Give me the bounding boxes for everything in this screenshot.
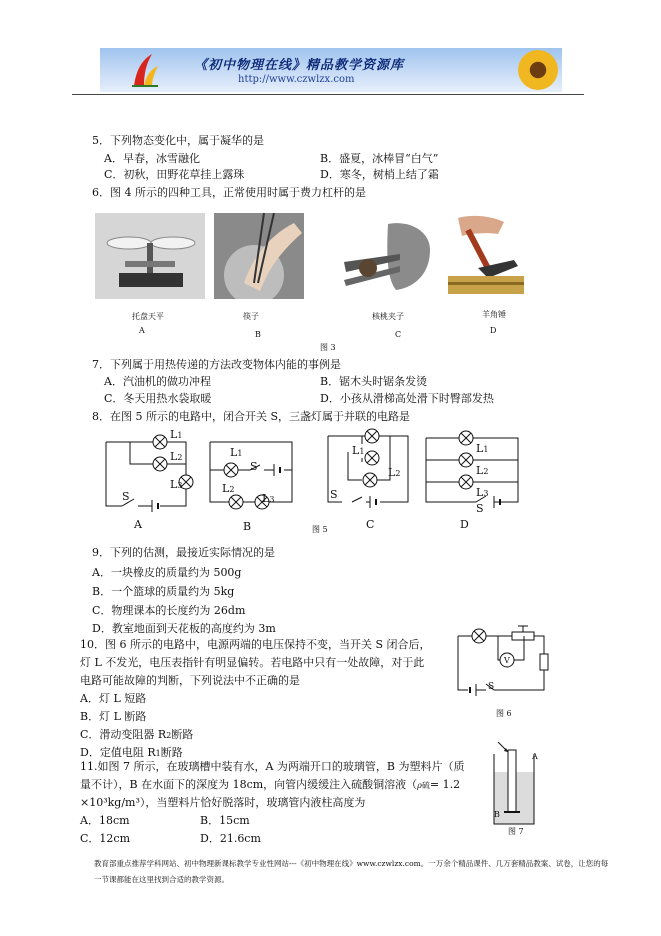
- q9-stem: 9．下列的估测，最接近实际情况的是: [92, 546, 275, 559]
- q5-option-c: C．初秋，田野花草挂上露珠: [104, 168, 245, 181]
- q9-option-b: B．一个篮球的质量约为 5kg: [92, 585, 235, 598]
- q7-option-b: B．锯木头时锯条发烫: [320, 375, 428, 388]
- circuit-d-l2-sub: 2: [483, 467, 489, 476]
- q11-line-2-end: = 1.2: [429, 778, 461, 791]
- claw-hammer-photo: [448, 212, 524, 300]
- circuit-d-l1-sub: 1: [483, 445, 489, 454]
- q11-line-3: ×10³kg/m³），当塑料片恰好脱落时，玻璃管内液柱高度为: [80, 796, 366, 809]
- q7-stem: 7．下列属于用热传递的方法改变物体内能的事例是: [92, 358, 341, 371]
- banner-url[interactable]: http://www.czwlzx.com: [238, 74, 355, 85]
- nutcracker-photo: [338, 220, 434, 298]
- fig7-label-a: A: [532, 752, 538, 761]
- q6-stem: 6．图 4 所示的四种工具，正常使用时属于费力杠杆的是: [92, 186, 366, 199]
- q9-option-d: D．教室地面到天花板的高度约为 3m: [92, 622, 276, 635]
- voltmeter-label: V: [504, 656, 510, 665]
- q11-option-c: C．12cm: [80, 832, 131, 845]
- q11-line-2: 量不计），B 在水面下的深度为 18cm，向管内缓缓注入硫酸铜溶液（: [80, 778, 418, 791]
- q10-option-c-sub: 2: [166, 731, 172, 740]
- circuit-b-l3-label: L: [262, 492, 270, 505]
- q10-line-1: 10．图 6 所示的电路中，电源两端的电压保持不变，当开关 S 闭合后，: [80, 638, 431, 651]
- figure-6-circuit: [452, 624, 552, 700]
- header-rule: [72, 94, 584, 95]
- tool-name-c: 核桃夹子: [372, 312, 404, 321]
- q9-option-c: C．物理课本的长度约为 26dm: [92, 604, 246, 617]
- tool-name-a: 托盘天平: [132, 312, 164, 321]
- q11-line-1: 11.如图 7 所示，在玻璃槽中装有水，A 为两端开口的玻璃管，B 为塑料片（质: [80, 760, 465, 773]
- circuit-b-l3-sub: 3: [269, 495, 275, 504]
- q11-option-b: B．15cm: [200, 814, 250, 827]
- sunflower-icon: [518, 50, 558, 90]
- q10-option-d-post: 断路: [160, 746, 183, 759]
- circuit-d-l3-sub: 3: [483, 489, 489, 498]
- circuit-a-l2-label: L: [170, 450, 178, 463]
- circuit-d-l3-label: L: [476, 486, 484, 499]
- circuit-a-switch-label: S: [122, 490, 130, 503]
- q10-option-a: A．灯 L 短路: [80, 692, 147, 705]
- circuit-b: [206, 432, 298, 516]
- fig7-label-b: B: [494, 810, 500, 819]
- circuit-b-letter: B: [243, 520, 252, 533]
- figure-5-caption: 图 5: [312, 525, 328, 534]
- circuit-a-l2-sub: 2: [177, 453, 183, 462]
- q11-rho: ρ: [417, 781, 422, 790]
- circuit-c-letter: C: [366, 518, 375, 531]
- logo-icon: [130, 52, 160, 88]
- q10-line-3: 电路可能故障的判断，下列说法中不正确的是: [80, 674, 300, 687]
- figure-7-caption: 图 7: [508, 827, 524, 836]
- q10-option-c-post: 断路: [171, 728, 194, 741]
- q8-stem: 8．在图 5 所示的电路中，闭合开关 S，三盏灯属于并联的电路是: [92, 410, 411, 423]
- circuit-b-switch-label: S: [250, 460, 258, 473]
- tool-letter-a: A: [139, 326, 145, 335]
- circuit-d: [422, 428, 524, 518]
- figure-3-caption: 图 3: [320, 343, 336, 352]
- circuit-d-switch-label: S: [476, 502, 484, 515]
- circuit-a-letter: A: [134, 518, 142, 531]
- tool-letter-b: B: [255, 330, 261, 339]
- q7-option-c: C．冬天用热水袋取暖: [104, 392, 212, 405]
- q5-stem: 5．下列物态变化中，属于凝华的是: [92, 134, 264, 147]
- balance-photo: [95, 213, 205, 299]
- circuit-c-l2-sub: 2: [395, 469, 401, 478]
- circuit-b-l1-label: L: [230, 446, 238, 459]
- q10-option-b: B．灯 L 断路: [80, 710, 147, 723]
- q7-option-a: A．汽油机的做功冲程: [104, 375, 211, 388]
- q11-option-d: D．21.6cm: [200, 832, 261, 845]
- banner-title: 《初中物理在线》精品教学资源库: [194, 58, 405, 73]
- circuit-b-l2-label: L: [222, 482, 230, 495]
- header-banner: [100, 48, 562, 92]
- q5-option-a: A．早春，冰雪融化: [104, 152, 200, 165]
- circuit-b-l1-sub: 1: [237, 449, 243, 458]
- q10-option-c-text: C．滑动变阻器 R: [80, 728, 167, 741]
- circuit-c-l1-label: L: [352, 444, 360, 457]
- tool-letter-c: C: [395, 330, 402, 339]
- circuit-d-l2-label: L: [476, 464, 484, 477]
- figure-6-caption: 图 6: [496, 709, 512, 718]
- circuit-a-l3-label: L: [170, 478, 178, 491]
- circuit-a-l1-sub: 1: [177, 431, 183, 440]
- q7-option-d: D．小孩从滑梯高处滑下时臀部发热: [320, 392, 494, 405]
- circuit-a-l3-sub: 3: [177, 481, 183, 490]
- circuit-d-l1-label: L: [476, 442, 484, 455]
- q5-option-b: B．盛夏，冰棒冒“白气”: [320, 152, 439, 165]
- page-footer: 教育部重点推荐学科网站、初中物理新课标教学专业性网站---《初中物理在线》www.czwlzx.com。一万余个精品课件、几万套精品教案、试卷，让您的每一节课都能在这里找到合适的教学资源。: [94, 859, 609, 884]
- circuit-a-l1-label: L: [170, 428, 178, 441]
- q10-option-d-sub: 1: [155, 749, 161, 758]
- fig6-switch-label: S: [488, 682, 495, 692]
- circuit-c-l2-label: L: [388, 466, 396, 479]
- q9-option-a: A．一块橡皮的质量约为 500g: [92, 566, 242, 579]
- q5-option-d: D．寒冬，树梢上结了霜: [320, 168, 439, 181]
- q11-option-a: A．18cm: [80, 814, 130, 827]
- q10-option-d-text: D．定值电阻 R: [80, 746, 156, 759]
- circuit-c-l1-sub: 1: [359, 447, 365, 456]
- q11-rho-sub: 硫: [421, 781, 430, 790]
- circuit-d-letter: D: [460, 518, 469, 531]
- circuit-b-l2-sub: 2: [229, 485, 235, 494]
- chopsticks-photo: [214, 213, 304, 299]
- tool-letter-d: D: [490, 326, 497, 335]
- tool-name-b: 筷子: [243, 312, 259, 321]
- tool-name-d: 羊角锤: [482, 310, 506, 319]
- circuit-a: [100, 426, 200, 516]
- q10-line-2: 灯 L 不发光，电压表指针有明显偏转。若电路中只有一处故障，对于此: [80, 656, 425, 669]
- circuit-c-switch-label: S: [330, 488, 338, 501]
